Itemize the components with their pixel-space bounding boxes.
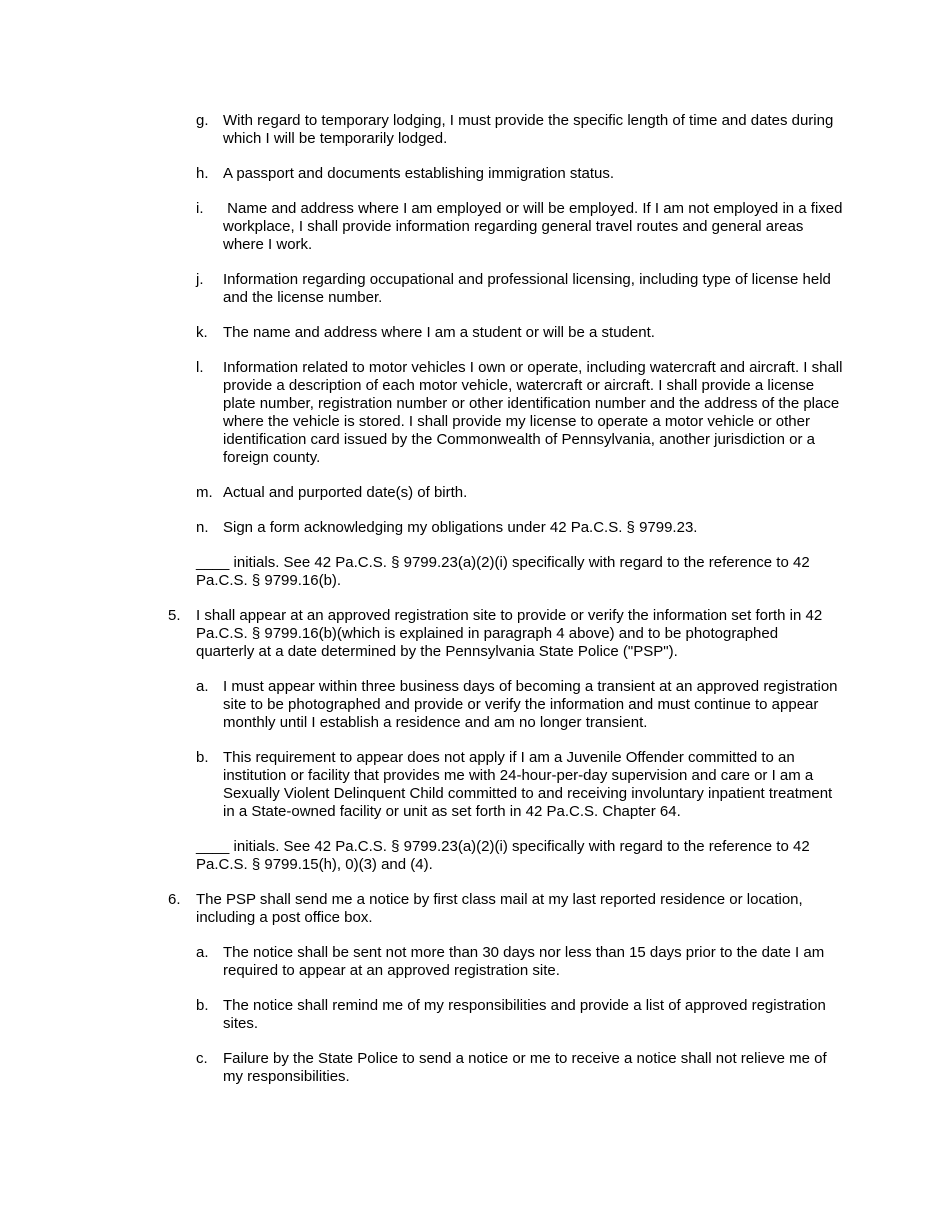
list-item-n bbox=[196, 519, 843, 537]
list-item-g bbox=[196, 112, 843, 148]
document-page bbox=[0, 112, 950, 1103]
list-item-text: A passport and documents establishing immigration status. bbox=[223, 165, 615, 182]
list-item-label: b. bbox=[196, 997, 209, 1014]
numbered-item-label: 6. bbox=[168, 891, 181, 908]
list-item-i bbox=[196, 200, 847, 254]
list-item-label: b. bbox=[196, 749, 209, 766]
list-item-text: Name and address where I am employed or will be employed. If I am not employed in a fixed workplace, I shall provide information regarding general travel routes and general areas where I work. bbox=[223, 200, 847, 253]
item-6-sub-c bbox=[196, 1050, 843, 1086]
numbered-item-6 bbox=[168, 891, 832, 927]
list-item-text: The notice shall be sent not more than 30 days nor less than 15 days prior to the date I am required to appear at an approved registration site. bbox=[223, 944, 825, 979]
list-item-m bbox=[196, 484, 843, 502]
list-item-label: m. bbox=[196, 484, 213, 501]
list-item-h bbox=[196, 165, 843, 183]
list-item-text: Failure by the State Police to send a notice or me to receive a notice shall not relieve me of my responsibilities. bbox=[223, 1050, 827, 1085]
list-item-k bbox=[196, 324, 843, 342]
initials-note-1: ____ initials. See 42 Pa.C.S. § 9799.23(a)(2)(i) specifically with regard to the reference to 42 Pa.C.S. § 9799.16(b). bbox=[196, 554, 810, 589]
list-item-text: Information related to motor vehicles I own or operate, including watercraft and aircraft. I shall provide a description of each motor vehicle, watercraft or aircraft. I shall provide a license plate number, registration number or other identification number and the address of the place where the vehicle is stored. I shall provide my license to operate a motor vehicle or other identification card issued by the Commonwealth of Pennsylvania, another jurisdiction or a foreign county. bbox=[223, 359, 843, 466]
list-item-label: k. bbox=[196, 324, 208, 341]
numbered-item-text: The PSP shall send me a notice by first class mail at my last reported residence or location, including a post office box. bbox=[196, 891, 803, 926]
list-item-text: Actual and purported date(s) of birth. bbox=[223, 484, 468, 501]
numbered-item-5 bbox=[168, 607, 832, 661]
list-item-text: The notice shall remind me of my responsibilities and provide a list of approved registration sites. bbox=[223, 997, 826, 1032]
item-5-sub-b bbox=[196, 749, 843, 821]
list-item-text: Information regarding occupational and professional licensing, including type of license held and the license number. bbox=[223, 271, 831, 306]
list-item-text: Sign a form acknowledging my obligations under 42 Pa.C.S. § 9799.23. bbox=[223, 519, 698, 536]
list-item-label: g. bbox=[196, 112, 209, 129]
list-item-text: With regard to temporary lodging, I must provide the specific length of time and dates during which I will be temporarily lodged. bbox=[223, 112, 834, 147]
numbered-item-text: I shall appear at an approved registration site to provide or verify the information set forth in 42 Pa.C.S. § 9799.16(b)(which is explained in paragraph 4 above) and to be photographed quarterly at a date determined by the Pennsylvania State Police ("PSP"). bbox=[196, 607, 823, 660]
list-item-text: I must appear within three business days of becoming a transient at an approved registration site to be photographed and provide or verify the information and must continue to appear monthly until I establish a residence and am no longer transient. bbox=[223, 678, 838, 731]
list-item-label: a. bbox=[196, 678, 209, 695]
numbered-item-label: 5. bbox=[168, 607, 181, 624]
list-item-j bbox=[196, 271, 843, 307]
item-5-sub-a bbox=[196, 678, 843, 732]
initials-note-2: ____ initials. See 42 Pa.C.S. § 9799.23(a)(2)(i) specifically with regard to the reference to 42 Pa.C.S. § 9799.15(h), 0)(3) and (4). bbox=[196, 838, 810, 873]
list-item-label: j. bbox=[196, 271, 204, 288]
list-item-label: h. bbox=[196, 165, 209, 182]
list-item-label: n. bbox=[196, 519, 209, 536]
list-item-label: l. bbox=[196, 359, 204, 376]
item-6-sub-b bbox=[196, 997, 843, 1033]
item-6-sub-a bbox=[196, 944, 843, 980]
list-item-label: a. bbox=[196, 944, 209, 961]
list-item-text: The name and address where I am a student or will be a student. bbox=[223, 324, 655, 341]
list-item-label: c. bbox=[196, 1050, 208, 1067]
list-item-text: This requirement to appear does not apply if I am a Juvenile Offender committed to an institution or facility that provides me with 24-hour-per-day supervision and care or I am a Sexually Violent Delinquent Child committed to and receiving involuntary inpatient treatment in a State-owned facility or unit as set forth in 42 Pa.C.S. Chapter 64. bbox=[223, 749, 833, 820]
list-item-l bbox=[196, 359, 843, 467]
list-item-label: i. bbox=[196, 200, 204, 217]
